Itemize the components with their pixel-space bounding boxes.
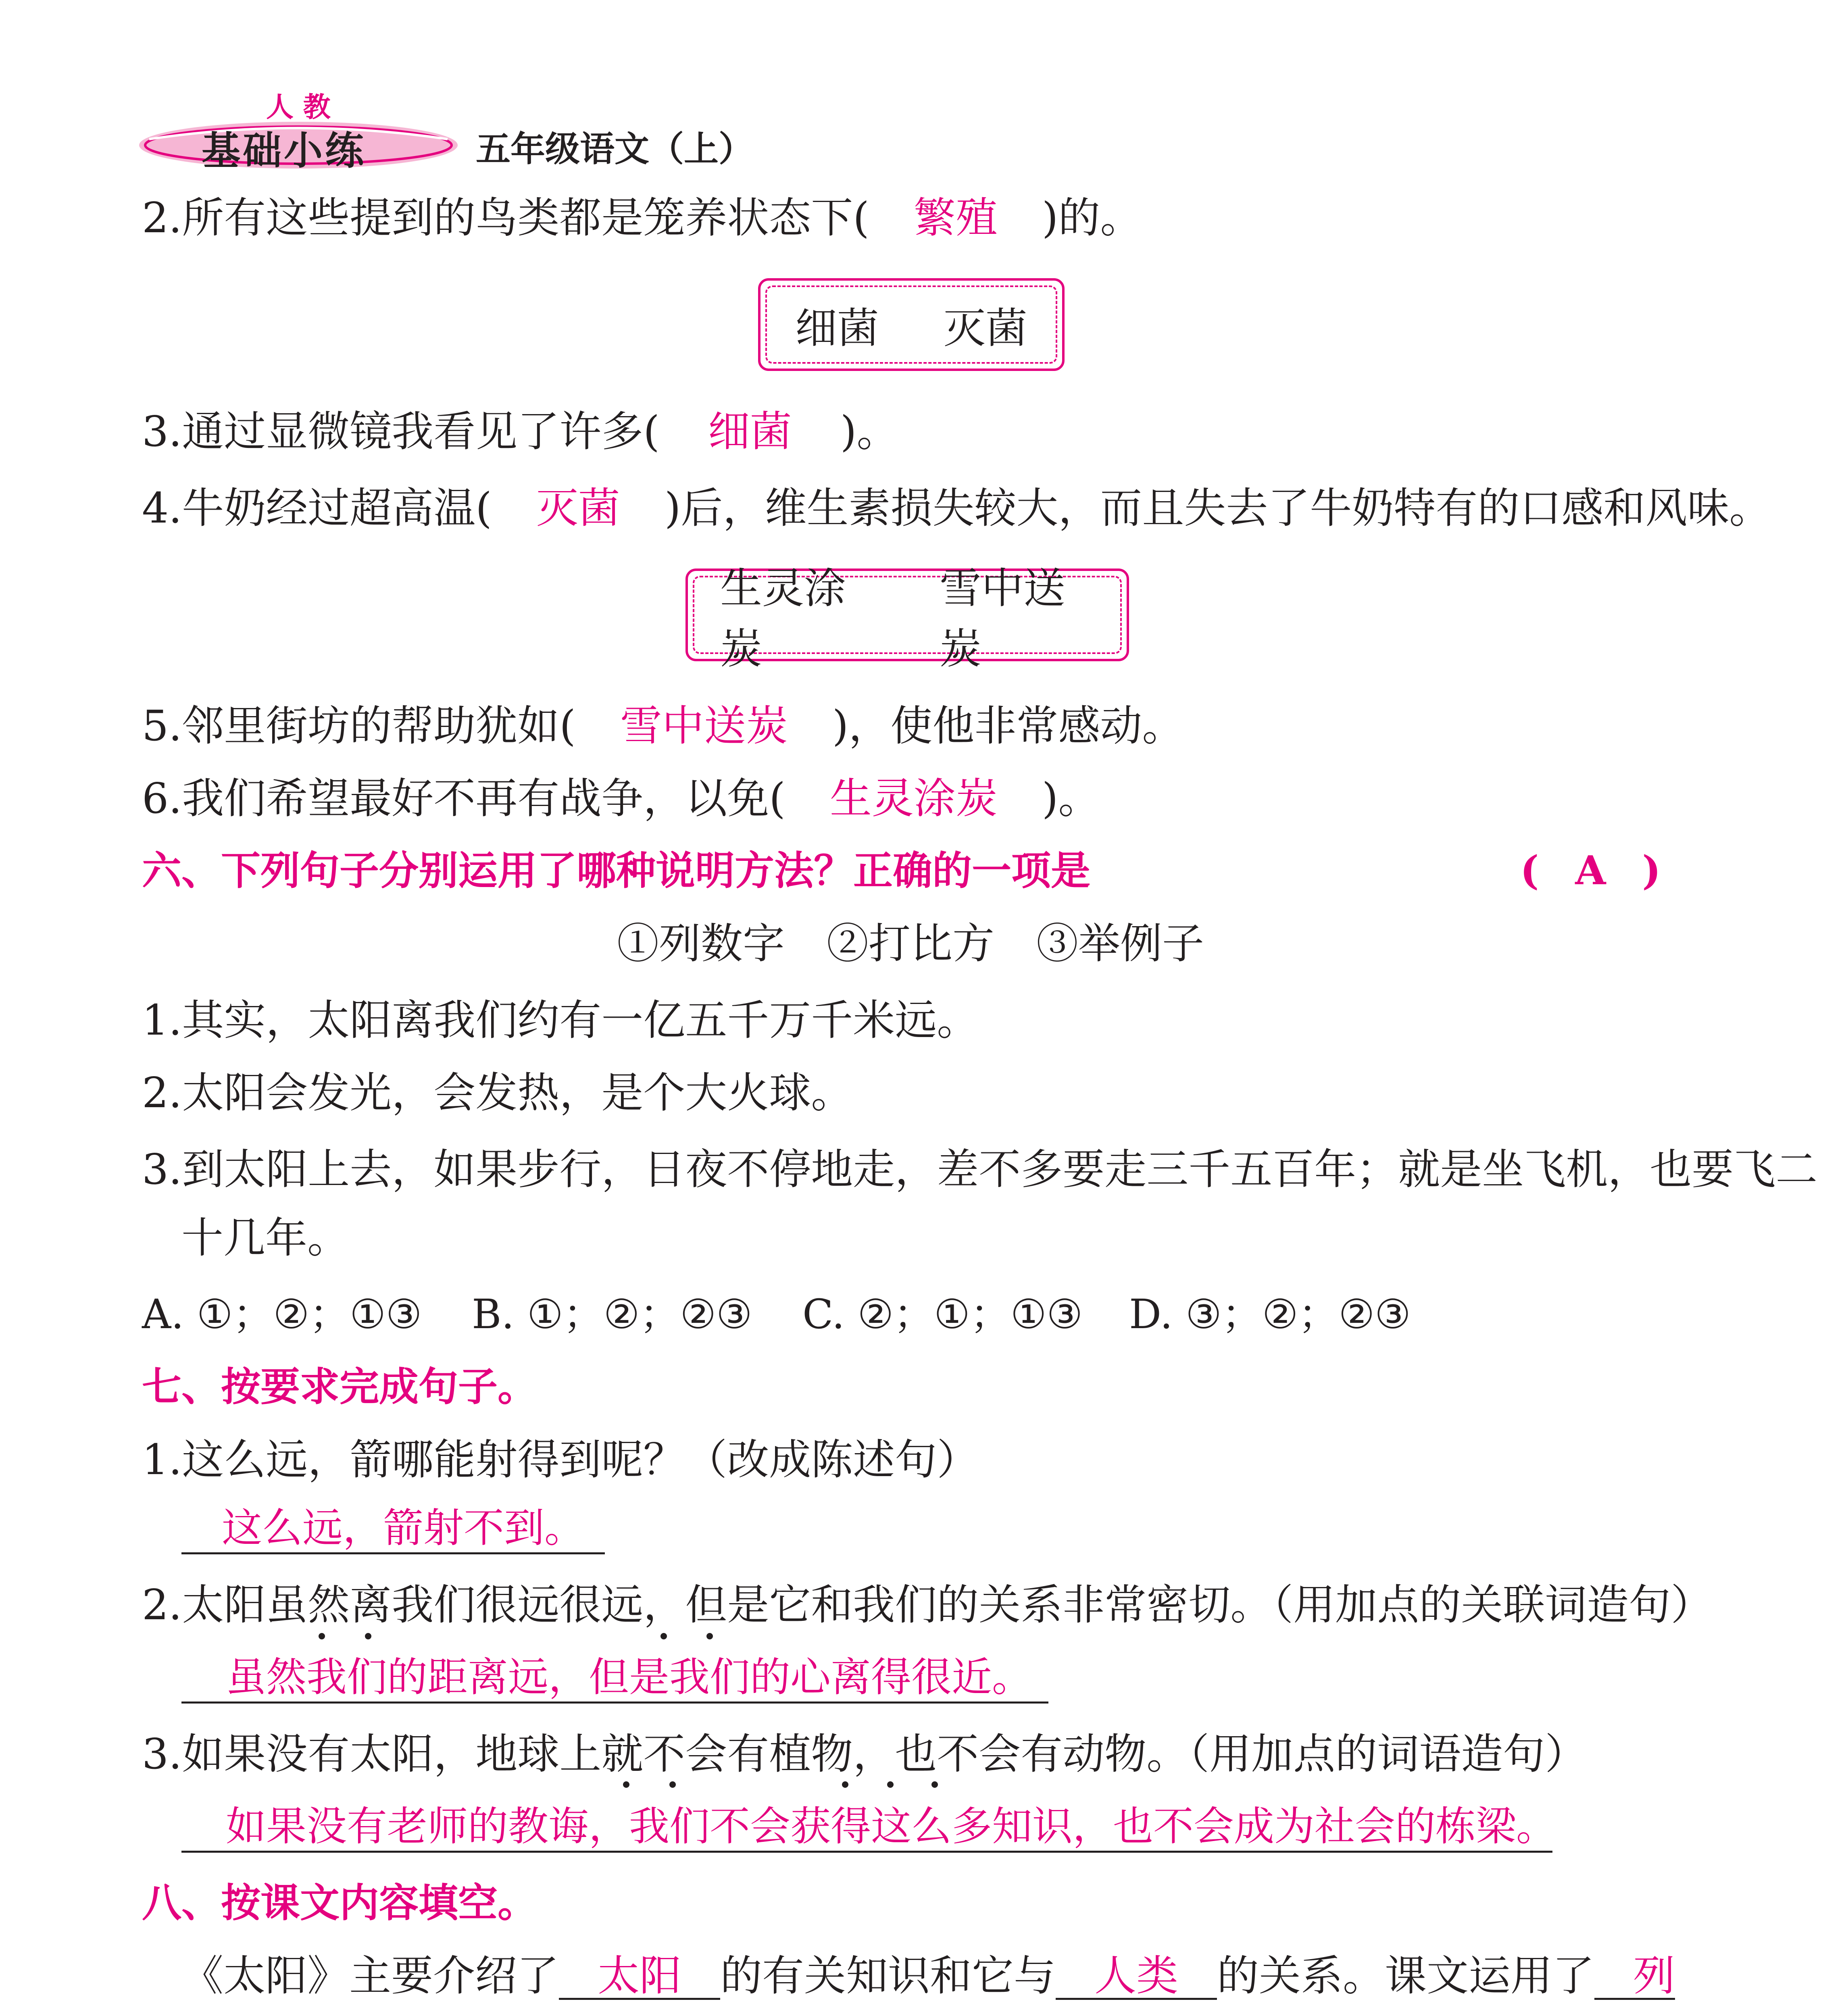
section-8-title: 八、按课文内容填空。 [142, 1880, 538, 1926]
emphasis-dot [669, 1781, 676, 1788]
question-5-5: 5.邻里街坊的帮助犹如( 雪中送炭 )，使他非常感动。 [142, 701, 1184, 750]
emphasis-dot [623, 1781, 629, 1788]
answer-line [181, 1702, 1048, 1704]
answer: 生灵涂炭 [829, 774, 998, 823]
emphasis-dot [660, 1633, 667, 1639]
emphasis-dot [842, 1781, 848, 1788]
question-5-4: 4.牛奶经过超高温( 灭菌 )后，维生素损失较大，而且失去了牛奶特有的口感和风味。 [142, 483, 1771, 533]
header-brand: 基础小练 [202, 128, 366, 173]
header-publisher: 人 教 [266, 92, 331, 123]
emphasis-dot [319, 1633, 325, 1639]
question-5-6: 6.我们希望最好不再有战争，以免( 生灵涂炭 )。 [142, 774, 1100, 823]
emphasis-dot [706, 1633, 713, 1639]
section-6-title: 六、下列句子分别运用了哪种说明方法？正确的一项是 [142, 848, 1091, 894]
section-7-title: 七、按要求完成句子。 [142, 1364, 538, 1410]
word-choice-box: 生灵涂炭 雪中送炭 [685, 569, 1129, 661]
answer: 雪中送炭 [620, 701, 788, 750]
emphasis-dot [887, 1781, 894, 1788]
answer: 细菌 [708, 407, 792, 456]
answer-line [181, 1552, 605, 1554]
option-d: D. ③；②；②③ [1129, 1291, 1411, 1338]
option-c: C. ②；①；①③ [802, 1291, 1083, 1338]
section-6-answer: ( A ) [1520, 848, 1661, 894]
question-7-3: 3.如果没有太阳，地球上就不会有植物，也不会有动物。（用加点的词语造句） [142, 1729, 1587, 1779]
fill-blank: 列 [1594, 1954, 1675, 2000]
question-5-3: 3.通过显微镜我看见了许多( 细菌 )。 [142, 407, 899, 456]
fill-line-1: 《太阳》主要介绍了 太阳 的有关知识和它与 人类 的关系。课文运用了 列 [181, 1951, 1675, 2000]
answer: 繁殖 [913, 193, 998, 242]
word-choice-box: 细菌 灭菌 [758, 278, 1065, 371]
answer-line [181, 1851, 1552, 1853]
question-5-2: 2.所有这些提到的鸟类都是笼养状态下( 繁殖 )的。 [142, 193, 1142, 242]
answer-7-2: 虽然我们的距离远，但是我们的心离得很近。 [226, 1654, 1032, 1701]
question-7-2: 2.太阳虽然离我们很远很远，但是它和我们的关系非常密切。（用加点的关联词造句） [142, 1580, 1713, 1629]
emphasis-dot [365, 1633, 371, 1639]
fill-blank: 人类 [1056, 1954, 1217, 2000]
sentence-6-1: 1.其实，太阳离我们约有一亿五千万千米远。 [142, 996, 979, 1045]
sentence-6-3-cont: 十几年。 [181, 1213, 350, 1262]
method-list: ①列数字 ②打比方 ③举例子 [617, 919, 1204, 968]
header-subject: 五年级语文（上） [476, 129, 753, 169]
question-7-1: 1.这么远，箭哪能射得到呢？（改成陈述句） [142, 1435, 979, 1484]
answer: 灭菌 [536, 483, 620, 533]
answer-7-1: 这么远，箭射不到。 [222, 1504, 585, 1552]
option-b: B. ①；②；②③ [472, 1291, 752, 1338]
fill-blank: 太阳 [559, 1954, 720, 2000]
answer-7-3: 如果没有老师的教诲，我们不会获得这么多知识，也不会成为社会的栋梁。 [226, 1803, 1556, 1850]
sentence-6-2: 2.太阳会发光，会发热，是个大火球。 [142, 1068, 853, 1117]
option-a: A. ①；②；①③ [142, 1291, 422, 1338]
sentence-6-3: 3.到太阳上去，如果步行，日夜不停地走，差不多要走三千五百年；就是坐飞机，也要飞二 [142, 1145, 1818, 1194]
emphasis-dot [931, 1781, 938, 1788]
